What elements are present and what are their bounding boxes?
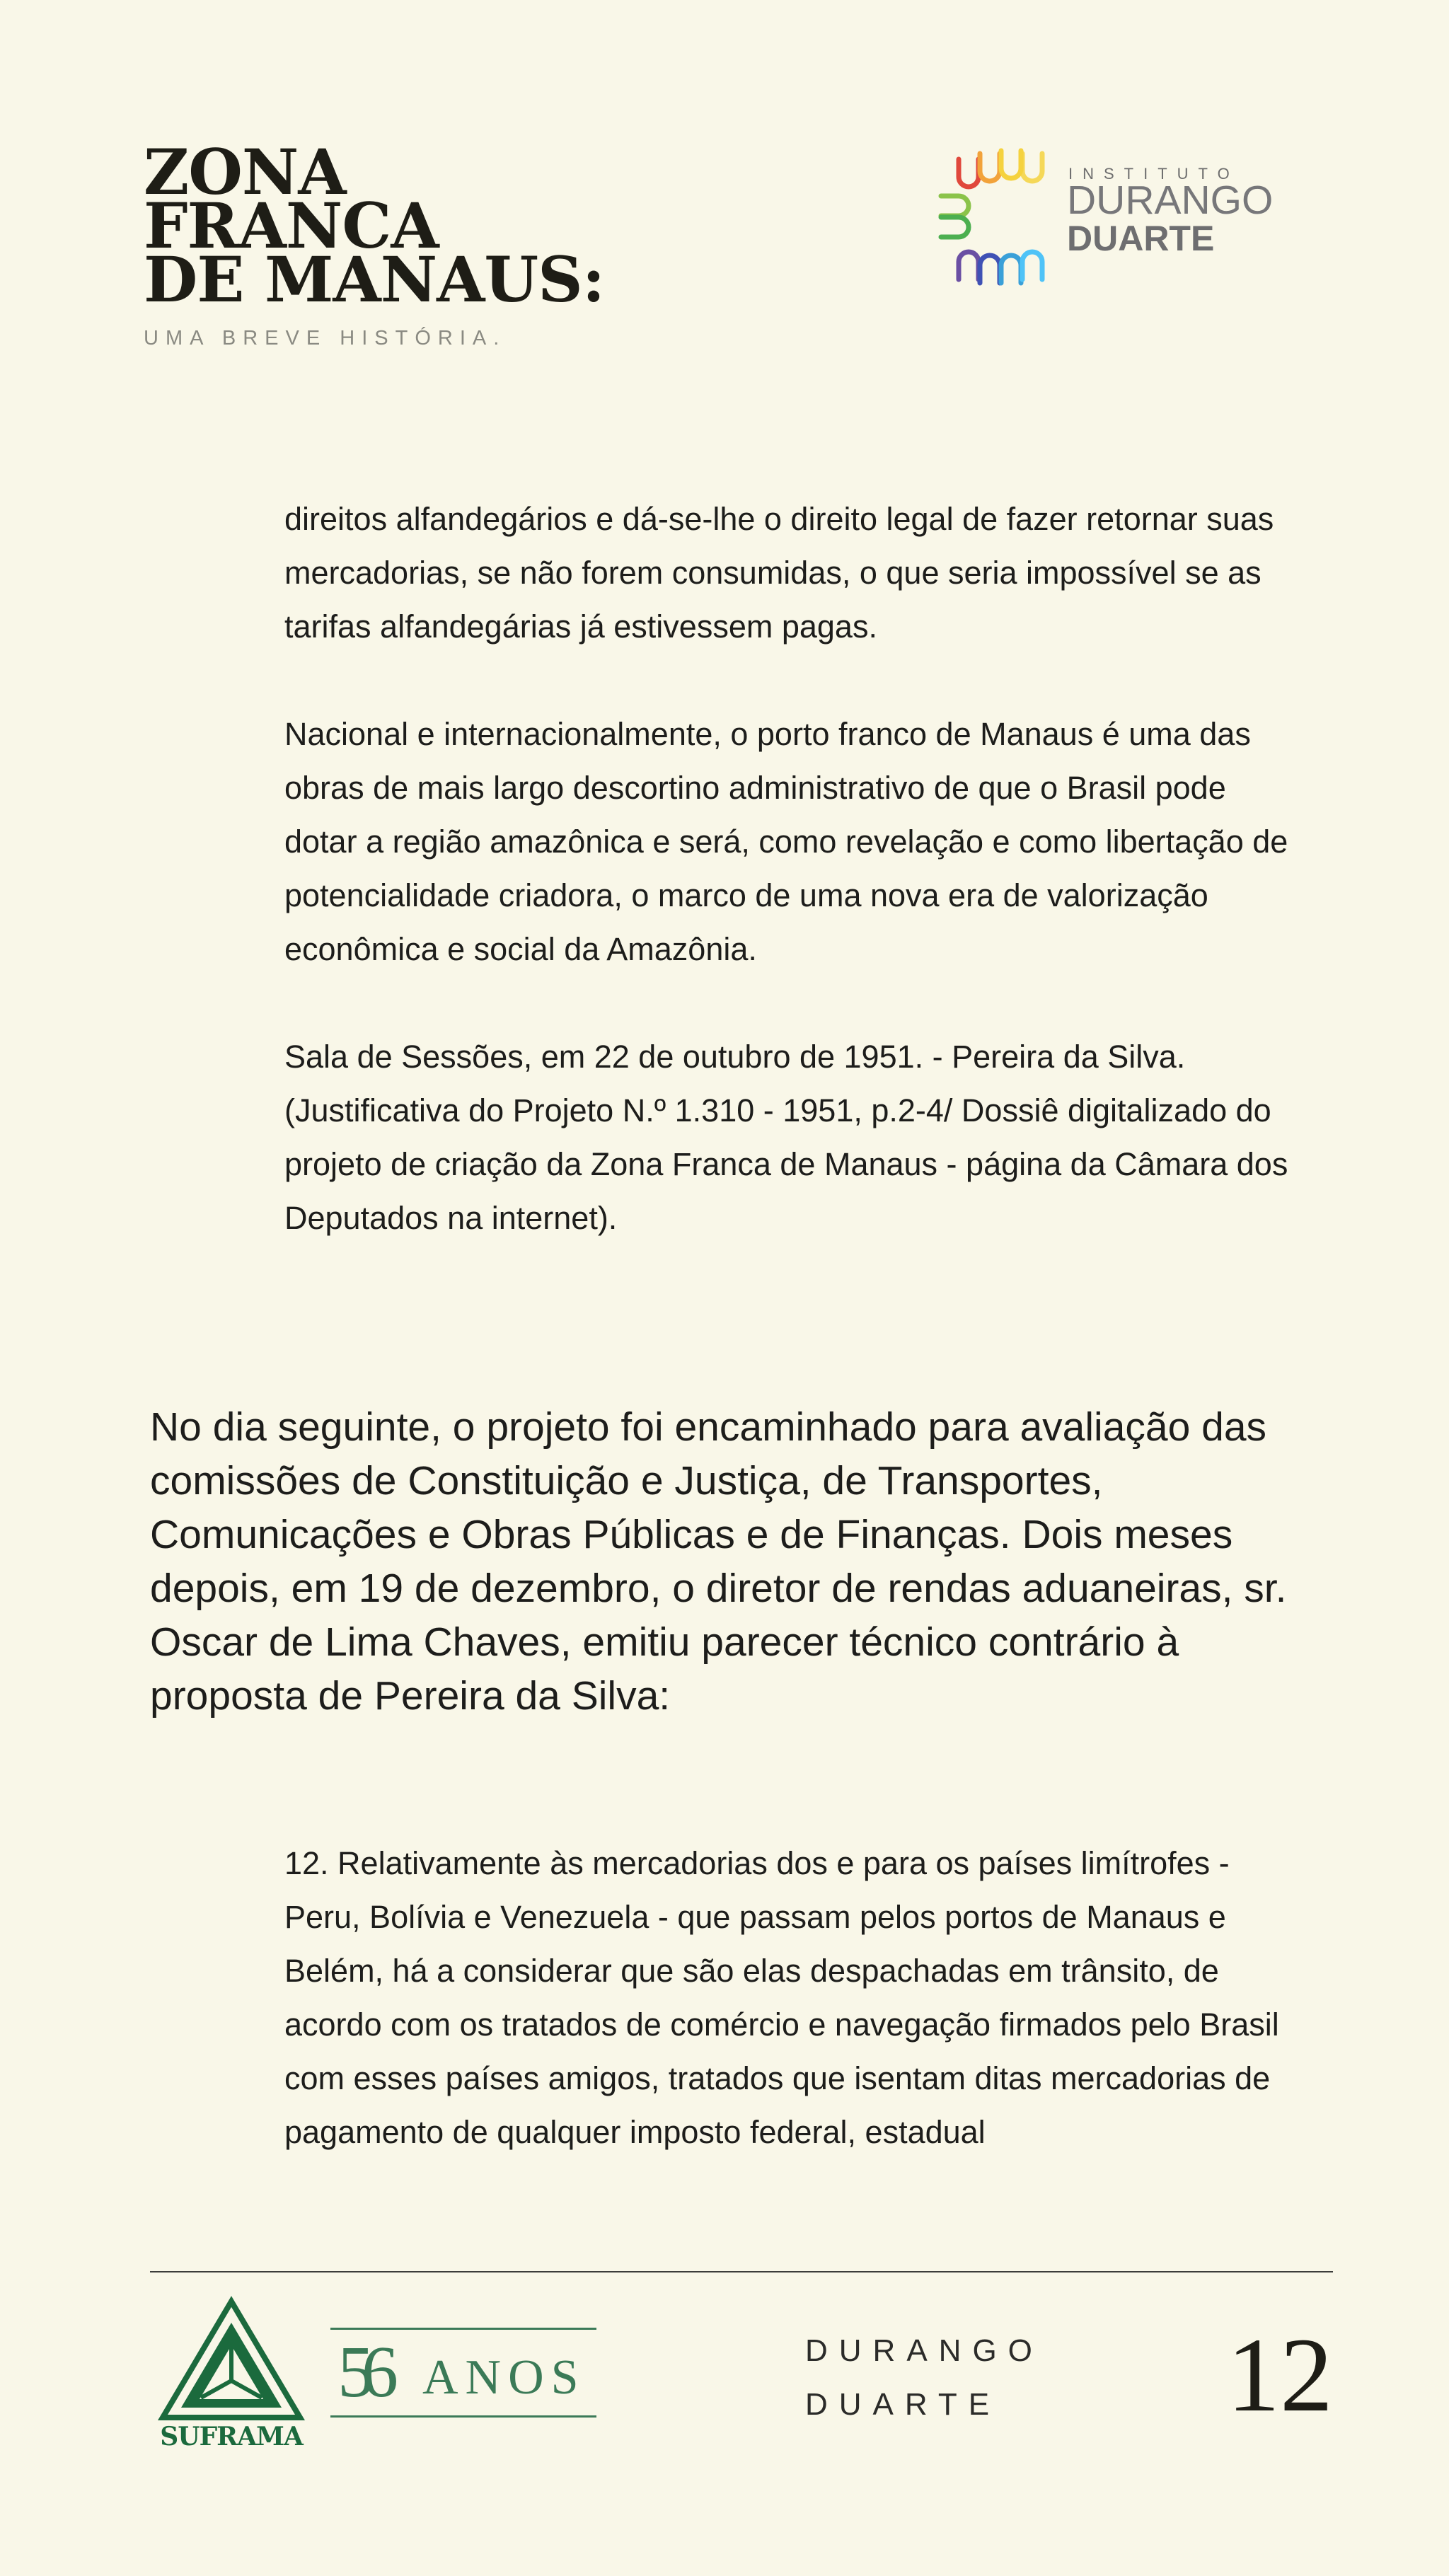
suframa-triangle-icon xyxy=(157,2296,306,2423)
suframa-logo xyxy=(157,2296,306,2455)
title-line-1: ZONA xyxy=(144,135,346,209)
instituto-durango-duarte-logo xyxy=(937,145,1277,287)
logo-superscript: INSTITUTO xyxy=(1068,165,1240,183)
quote-block-1 xyxy=(284,492,1289,1245)
logo-name-line-2: DUARTE xyxy=(1067,219,1215,258)
suframa-label: SUFRAMA xyxy=(160,2422,303,2451)
quote-1-paragraph-1: direitos alfandegários e dá-se-lhe o direito legal de fazer retornar suas mercadorias, se não forem consumidas, o que seria impossível se as tarifas alfandegárias já estivessem pagas. xyxy=(284,501,1274,645)
quote-2-paragraph: 12. Relativamente às mercadorias dos e para os países limítrofes - Peru, Bolívia e Venezuela - que passam pelos portos de Manaus e Belém, há a considerar que são elas despachadas em trânsito, de acordo com os tratados de comércio e navegação firmados pelo Brasil com esses países amigos, tratados que isentam ditas mercadorias de pagamento de qualquer imposto federal, estadual xyxy=(284,1845,1279,2150)
badge-bottom-rule xyxy=(330,2415,596,2418)
anniversary-word: ANOS xyxy=(422,2350,586,2405)
footer-brand-line-1: DURANGO xyxy=(805,2333,1044,2368)
quote-block-2 xyxy=(284,1837,1289,2159)
title-line-3: DE MANAUS: xyxy=(144,243,605,316)
document-title xyxy=(144,135,605,316)
document-subtitle: UMA BREVE HISTÓRIA. xyxy=(144,327,507,350)
body-text xyxy=(150,1400,1310,1723)
body-paragraph: No dia seguinte, o projeto foi encaminhado para avaliação das comissões de Constituição e Justiça, de Transportes, Comunicações e Obras Públicas e de Finanças. Dois meses depois, em 19 de dezembro, o diretor de rendas aduaneiras, sr. Oscar de Lima Chaves, emitiu parecer técnico contrário à proposta de Pereira da Silva: xyxy=(150,1404,1287,1719)
quote-1-paragraph-2: Nacional e internacionalmente, o porto franco de Manaus é uma das obras de mais largo descortino administrativo de que o Brasil pode dotar a região amazônica e será, como revelação e como libertação de potencialidade criadora, o marco de uma nova era de valorização econômica e social da Amazônia. xyxy=(284,716,1288,967)
logo-arcs-icon xyxy=(937,145,1065,287)
page-number: 12 xyxy=(1227,2316,1333,2434)
logo-name-line-1: DURANGO xyxy=(1067,178,1274,223)
quote-1-paragraph-3: Sala de Sessões, em 22 de outubro de 1951. - Pereira da Silva. (Justificativa do Projeto N.º 1.310 - 1951, p.2-4/ Dossiê digitalizado do projeto de criação da Zona Franca de Manaus - página da Câmara dos Deputados na internet). xyxy=(284,1039,1288,1236)
footer-divider xyxy=(150,2271,1333,2272)
title-line-2: FRANCA xyxy=(144,189,439,262)
anniversary-badge xyxy=(330,2328,596,2418)
footer-brand-line-2: DUARTE xyxy=(805,2387,1001,2422)
badge-top-rule xyxy=(330,2328,596,2330)
anniversary-number: 56 xyxy=(337,2331,386,2413)
footer-brand xyxy=(805,2324,1044,2432)
